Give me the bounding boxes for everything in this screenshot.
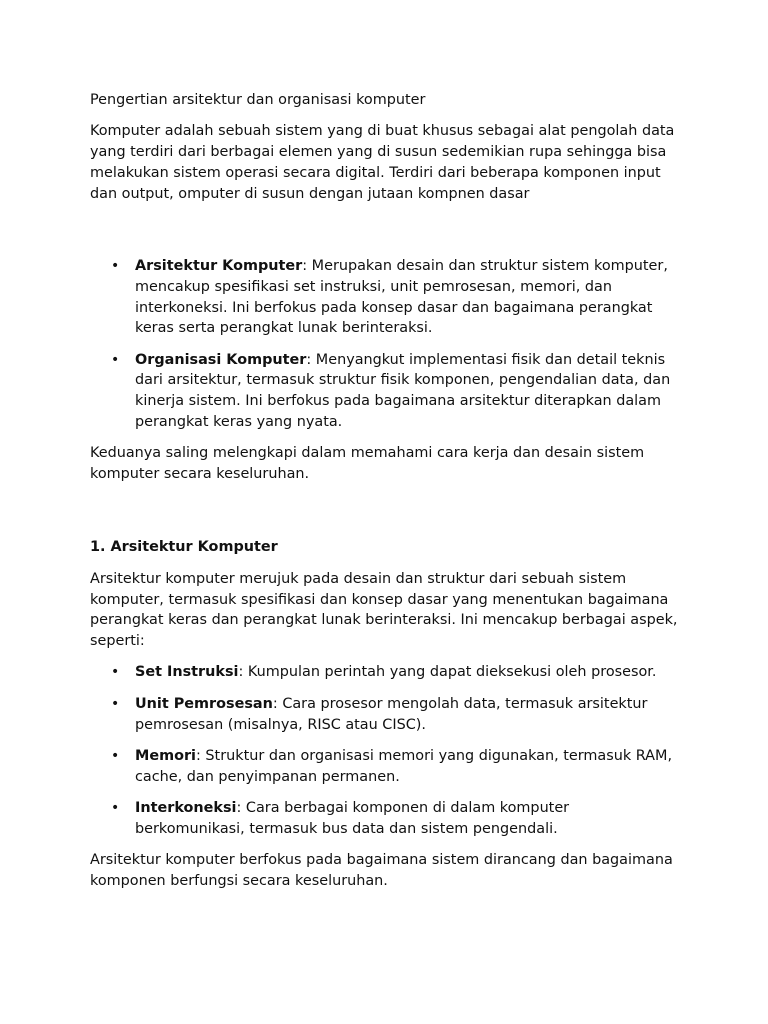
definitions-list	[90, 256, 680, 433]
term-description: : Kumpulan perintah yang dapat dieksekusi oleh prosesor.	[238, 664, 657, 681]
summary-paragraph: Keduanya saling melengkapi dalam memahami cara kerja dan desain sistem komputer secara keseluruhan.	[90, 445, 645, 483]
term-label: Arsitektur Komputer	[135, 257, 303, 274]
term-description: : Cara berbagai komponen di dalam komputer berkomunikasi, termasuk bus data dan sistem pengendali.	[135, 799, 570, 837]
bullet-icon: •	[111, 351, 120, 368]
list-item-arsitektur	[90, 256, 680, 339]
conclusion-paragraph: Arsitektur komputer berfokus pada bagaimana sistem dirancang dan bagaimana komponen berfungsi secara keseluruhan.	[90, 852, 673, 889]
bullet-icon: •	[111, 695, 120, 712]
aspects-list	[90, 662, 680, 839]
list-item-interkoneksi	[90, 798, 680, 840]
term-description: : Cara prosesor mengolah data, termasuk arsitektur pemrosesan (misalnya, RISC atau CISC).	[135, 695, 648, 733]
document-page	[90, 90, 680, 902]
list-item-memori	[90, 746, 680, 788]
list-item-organisasi	[90, 350, 680, 433]
section-heading: 1. Arsitektur Komputer	[90, 539, 278, 556]
document-title: Pengertian arsitektur dan organisasi komputer	[90, 92, 426, 108]
bullet-icon: •	[111, 747, 120, 764]
term-label: Interkoneksi	[135, 799, 237, 816]
term-label: Set Instruksi	[135, 664, 239, 681]
term-description: : Struktur dan organisasi memori yang digunakan, termasuk RAM, cache, dan penyimpanan permanen.	[135, 747, 673, 785]
list-item-unit-pemrosesan	[90, 694, 680, 736]
intro-paragraph: Komputer adalah sebuah sistem yang di buat khusus sebagai alat pengolah data yang terdiri dari berbagai elemen yang di susun sedemikian rupa sehingga bisa melakukan sistem operasi secara digital. Terdiri dari beberapa komponen input dan output, omputer di susun dengan jutaan kompnen dasar	[90, 123, 675, 202]
bullet-icon: •	[111, 257, 120, 274]
term-description: : Menyangkut implementasi fisik dan detail teknis dari arsitektur, termasuk struktur fisik komponen, pengendalian data, dan kinerja sistem. Ini berfokus pada bagaimana arsitektur diterapkan dalam perangkat keras yang nyata.	[135, 351, 671, 431]
bullet-icon: •	[111, 799, 120, 816]
spacer	[90, 495, 680, 537]
section-intro-paragraph: Arsitektur komputer merujuk pada desain dan struktur dari sebuah sistem komputer, termasuk spesifikasi dan konsep dasar yang menentukan bagaimana perangkat keras dan perangkat lunak berinteraksi. Ini mencakup berbagai aspek, seperti:	[90, 570, 678, 650]
list-item-set-instruksi	[90, 662, 680, 683]
term-label: Memori	[135, 747, 196, 764]
spacer	[90, 215, 680, 256]
term-label: Unit Pemrosesan	[135, 695, 273, 712]
bullet-icon: •	[111, 664, 120, 681]
term-description: : Merupakan desain dan struktur sistem komputer, mencakup spesifikasi set instruksi, unit pemrosesan, memori, dan interkoneksi. Ini berfokus pada konsep dasar dan bagaimana perangkat keras serta perangkat lunak berinteraksi.	[135, 257, 668, 337]
term-label: Organisasi Komputer	[135, 351, 307, 368]
